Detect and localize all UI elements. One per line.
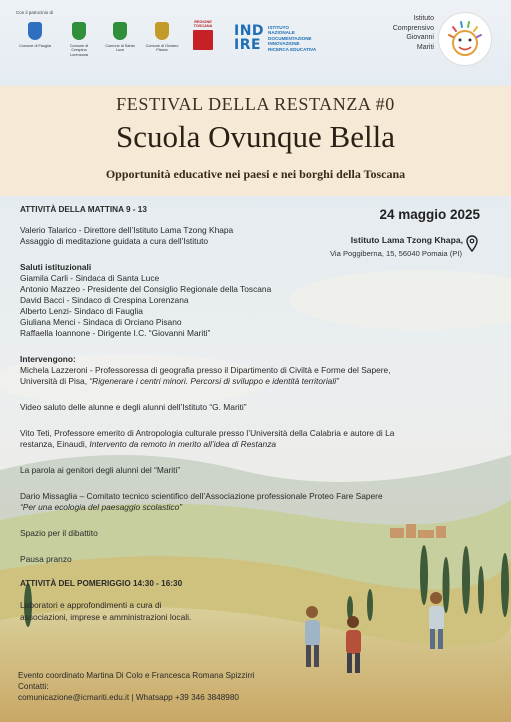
intervengono-heading: Intervengono: [20,354,76,364]
list-item: Antonio Mazzeo - Presidente del Consiglio Regionale della Toscana [20,284,272,294]
crest-icon [113,22,127,40]
patronage-label: Con il patrocinio di [16,10,54,15]
speaker-line: “Per una ecologia del paesaggio scolastico” [20,502,183,512]
list-item: Giamila Carli - Sindaca di Santa Luce [20,273,160,283]
comune-crespina-logo: Comune di Crespina Lorenzana [62,22,96,57]
indire-logo: IND IRE ISTITUTO NAZIONALE DOCUMENTAZIONE INNOVAZIONE RICERCA EDUCATIVA [234,23,317,53]
opening-line: Valerio Talarico - Direttore dell’Istituto Lama Tzong Khapa [20,225,234,235]
speaker-line: Michela Lazzeroni - Professoressa di geografia presso il Dipartimento di Civiltà e Forme del Sapere, [20,365,391,375]
laboratori-line: associazioni, imprese e amministrazioni locali. [20,612,192,622]
regione-toscana-logo: REGIONE TOSCANA [190,20,216,50]
coordinated-line: Evento coordinato Martina Di Colo e Francesca Romana Spizzirri [18,671,255,680]
laboratori-line: Laboratori e approfondimenti a cura di [20,600,162,610]
event-date: 24 maggio 2025 [379,207,480,222]
crest-icon [155,22,169,40]
dibattito-line: Spazio per il dibattito [20,528,98,538]
footer [18,670,318,703]
pranzo-line: Pausa pranzo [20,554,72,564]
pegasus-icon [193,30,213,50]
list-item: David Bacci - Sindaco di Crespina Lorenzana [20,295,189,305]
speaker-line: Università di Pisa, “Rigenerare i centri minori. Percorsi di sviluppo e identità territoriali” [20,376,339,386]
afternoon-heading: ATTIVITÀ DEL POMERIGGIO 14:30 - 16:30 [20,579,183,588]
crest-icon [72,22,86,40]
list-item: Alberto Lenzi- Sindaco di Fauglia [20,306,143,316]
video-line: Video saluto delle alunne e degli alunni dell’Istituto “G. Mariti” [20,402,247,412]
opening-line: Assaggio di meditazione guidata a cura dell’Istituto [20,236,209,246]
speaker-line: Dario Missaglia – Comitato tecnico scientifico dell’Associazione professionale Proteo Fare Sapere [20,491,383,501]
genitori-line: La parola ai genitori degli alunni del “Mariti” [20,465,181,475]
contacts-line[interactable]: comunicazione@icmariti.edu.it | Whatsapp +39 346 3848980 [18,693,239,702]
festival-title: FESTIVAL DELLA RESTANZA #0 [116,94,395,114]
page-subtitle: Opportunità educative nei paesi e nei borghi della Toscana [105,167,406,181]
crest-icon [28,22,42,40]
saluti-heading: Saluti istituzionali [20,262,92,272]
speaker-line: Vito Teti, Professore emerito di Antropologia culturale presso l’Università della Calabria e autore di La [20,428,395,438]
comune-fauglia-logo: Comune di Fauglia [18,22,52,48]
school-emblem-icon [438,12,492,66]
comune-santa-luce-logo: Comune di Santa Luce [103,22,137,53]
list-item: Giuliana Menci - Sindaca di Orciano Pisano [20,317,182,327]
page-title: Scuola Ovunque Bella [116,119,395,154]
contacts-label: Contatti: [18,682,49,691]
morning-heading: ATTIVITÀ DELLA MATTINA 9 - 13 [20,205,147,214]
speaker-line: restanza, Einaudi, Intervento da remoto in merito all’idea di Restanza [20,439,277,449]
event-venue: Istituto Lama Tzong Khapa, [350,235,463,245]
school-name: Istituto Comprensivo Giovanni Mariti [392,15,434,51]
comune-orciano-logo: Comune di Orciano Pisano [145,22,179,53]
list-item: Raffaella Ioannone - Dirigente I.C. “Giovanni Mariti” [20,328,211,338]
event-address: Via Poggiberna, 15, 56040 Pomaia (PI) [330,249,462,258]
